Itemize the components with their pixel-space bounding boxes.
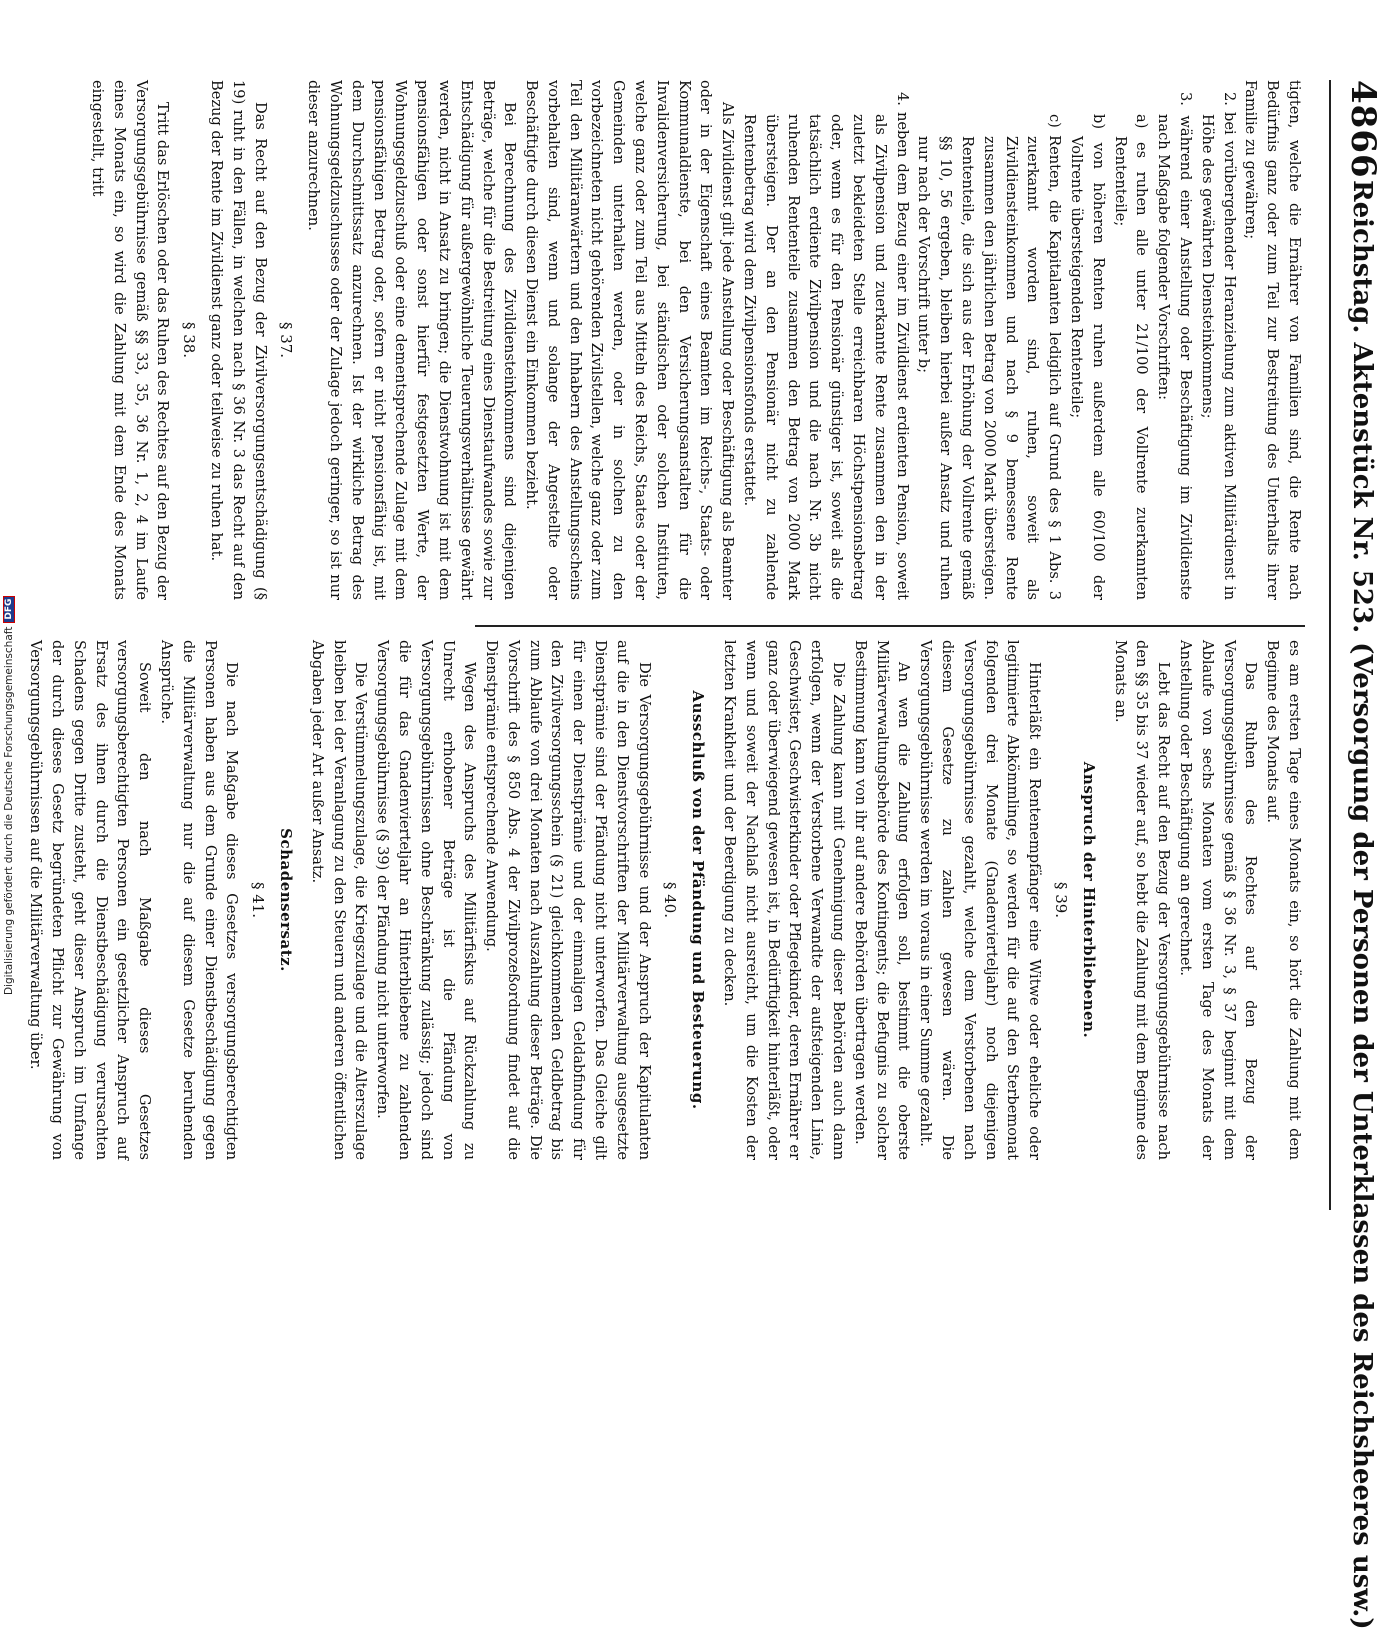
paragraph: Das Ruhen des Rechtes auf den Bezug der Versorgungsgebührnisse gemäß § 36 Nr. 3, § 37 beginnt mit dem Ablaufe von sechs Monaten vom ersten Tage des Monats der Anstellung oder Beschäftigung an gerechnet. xyxy=(1177,640,1260,1160)
sub-list-item: a) es ruhen alle unter 21/100 der Vollrente zuerkannten Rententeile; xyxy=(1111,114,1151,600)
paragraph: es am ersten Tage eines Monats ein, so hört die Zahlung mit dem Beginne des Monats auf. xyxy=(1264,640,1303,1160)
section-number: § 39. xyxy=(1052,881,1071,919)
paragraph: Die Zahlung kann mit Genehmigung dieser Behörden auch dann erfolgen, wenn der Verstorbene Verwandte der aufsteigenden Linie, Geschwister, Geschwisterkinder oder Pflegekinder, deren Ernährer er ganz oder überwiegend gewesen ist, in Bedürftigkeit hinterläßt, oder wenn und soweit der Nachlaß nicht ausreicht, um die Kosten der letzten Krankheit und der Beerdigung zu decken. xyxy=(721,640,848,1160)
paragraph: tigten, welche die Ernährer von Familien sind, die Rente nach Bedürfnis ganz oder zum Teil zur Bestreitung des Unterhalts ihrer Familie zu gewähren; xyxy=(1242,80,1303,600)
column-divider xyxy=(475,625,1305,627)
section-number: § 38. xyxy=(180,321,199,359)
header-rule xyxy=(1329,80,1331,1210)
section-number: § 41. xyxy=(249,881,268,919)
sidebar-text: Digitalisierung gefördert durch die Deutsche Forschungsgemeinschaft xyxy=(3,626,15,995)
paragraph: Die nach Maßgabe dieses Gesetzes versorgungsberechtigten Personen haben aus dem Grunde einer Dienstbeschädigung gegen die Militärverwaltung nur die auf diesem Gesetze beruhenden Ansprüche. xyxy=(157,640,241,1160)
section-heading: Schadensersatz. xyxy=(276,828,295,972)
section-heading: Ausschluß von der Pfändung und Besteuerung. xyxy=(689,690,708,1110)
section-number: § 40. xyxy=(661,881,680,919)
section-number: § 37. xyxy=(277,321,296,359)
list-item: 2. bei vorübergehender Heranziehung zum aktiven Militärdienst in Höhe des gewährten Diensteinkommens; xyxy=(1198,92,1238,600)
paragraph: Die Versorgungsgebührnisse und der Anspruch der Kapitulanten auf die in den Dienstvorschriften der Militärverwaltung ausgesetzte Dienstprämie sind der Pfändung nicht unterworfen. Das Gleiche gilt für einen der Dienstprämie und der einmaligen Geldabfindung für den Zivilversorgungsschein (§ 21) gleichkommenden Geldbetrag bis zum Ablaufe von drei Monaten nach Auszahlung dieser Beträge. Die Vorschrift des § 850 Abs. 4 der Zivilprozeßordnung findet auf die Dienstprämie entsprechende Anwendung. xyxy=(483,640,653,1160)
paragraph: Wegen des Anspruchs des Militärfiskus auf Rückzahlung zu Unrecht erhobener Beträge ist die Pfändung von Versorgungsgebührnissen ohne Beschränkung zulässig; jedoch sind die für das Gnadenvierteljahr an Hinterbliebene zu zahlenden Versorgungsgebührnisse (§ 39) der Pfändung nicht unterworfen. xyxy=(374,640,479,1160)
sidebar-credit xyxy=(2,35,16,995)
right-column xyxy=(27,640,1305,1160)
left-column xyxy=(88,80,1305,600)
section-heading: Anspruch der Hinterbliebenen. xyxy=(1079,761,1098,1039)
paragraph: Lebt das Recht auf den Bezug der Versorgungsgebührnisse nach den §§ 35 bis 37 wieder auf, so hebt die Zahlung mit dem Beginne des Monats an. xyxy=(1111,640,1173,1160)
running-title: Reichstag. Aktenstück Nr. 523. (Versorgung der Personen der Unterklassen des Reichsheeres usw.) xyxy=(1347,180,1377,1630)
sub-list-item: b) von höheren Renten ruhen außerdem alle 60/100 der Vollrente übersteigenden Rententeile; xyxy=(1068,114,1107,600)
paragraph: Als Zivildienst gilt jede Anstellung oder Beschäftigung als Beamter oder in der Eigenschaft eines Beamten im Reichs-, Staats- oder Kommunaldienste, bei den Versicherungsanstalten für die Invalidenversicherung, bei ständischen oder solchen Instituten, welche ganz oder zum Teil aus Mitteln des Reichs, Staates oder der Gemeinden unterhalten werden, oder in solchen zu den vorbezeichneten nicht gehörenden Zivilstellen, welche ganz oder zum Teil den Militäranwärtern und den Inhabern des Anstellungsscheins vorbehalten sind, wenn und solange der Angestellte oder Beschäftigte durch diesen Dienst ein Einkommen bezieht. xyxy=(523,80,737,600)
paragraph: Die Verstümmelungszulage, die Kriegszulage und die Alterszulage bleiben bei der Veranlagung zu den Steuern und anderen öffentlichen Abgaben jeder Art außer Ansatz. xyxy=(308,640,370,1160)
page-header xyxy=(1305,80,1383,1630)
dfg-logo: DFG xyxy=(3,596,15,623)
paragraph: Hinterläßt ein Rentenempfänger eine Witwe oder eheliche oder legitimierte Abkömmlinge, so werden für die auf den Sterbemonat folgenden drei Monate (Gnadenvierteljahr) noch diejenigen Versorgungsgebührnisse gezahlt, welche dem Verstorbenen nach diesem Gesetze zu zahlen gewesen wären. Die Versorgungsgebührnisse werden im voraus in einer Summe gezahlt. xyxy=(917,640,1044,1160)
list-item: 3. während einer Anstellung oder Beschäftigung im Zivildienste nach Maßgabe folgender Vorschriften: xyxy=(1155,92,1195,600)
paragraph: Das Recht auf den Bezug der Zivilversorgungsentschädigung (§ 19) ruht in den Fällen, in welchen nach § 36 Nr. 3 das Recht auf den Bezug der Rente im Zivildienst ganz oder teilweise zu ruhen hat. xyxy=(207,80,269,600)
page-number: 4866 xyxy=(1343,80,1383,179)
paragraph: Bei Berechnung des Zivildiensteinkommens sind diejenigen Beträge, welche für die Bestreitung eines Dienstaufwandes sowie zur Entschädigung für außergewöhnliche Teuerungsverhältnisse gewährt werden, nicht in Ansatz zu bringen; die Dienstwohnung ist mit dem pensionsfähigen oder sonst hierfür festgesetzten Werte, der Wohnungsgeldzuschuß oder eine dementsprechende Zulage mit dem pensionsfähigen Betrag oder, sofern er nicht pensionsfähig ist, mit dem Durchschnittssatz anzurechnen. Ist der wirkliche Betrag des Wohnungsgeldzuschusses oder der Zulage jedoch geringer, so ist nur dieser anzurechnen. xyxy=(305,80,519,600)
list-item: 4. neben dem Bezug einer im Zivildienst erdienten Pension, soweit als Zivilpension und zuerkannte Rente zusammen den in der zuletzt bekleideten Stelle erreichbaren Höchstpensionsbetrag oder, wenn es für den Pensionär günstiger ist, soweit als die tatsächlich erdiente Zivilpension und die nach Nr. 3b nicht ruhenden Rententeile zusammen den Betrag von 2000 Mark übersteigen. Der an den Pensionär nicht zu zahlende Rentenbetrag wird dem Zivilpensionsfonds erstattet. xyxy=(741,92,911,600)
paragraph: An wen die Zahlung erfolgen soll, bestimmt die oberste Militärverwaltungsbehörde des Kontingents; die Befugnis zu solcher Bestimmung kann von ihr auf andere Behörden übertragen werden. xyxy=(851,640,913,1160)
paragraph: Tritt das Erlöschen oder das Ruhen des Rechtes auf den Bezug der Versorgungsgebührnisse gemäß §§ 33, 35, 36 Nr. 1, 2, 4 im Laufe eines Monats ein, so wird die Zahlung mit dem Ende des Monats eingestellt, tritt xyxy=(88,80,172,600)
paragraph: Soweit den nach Maßgabe dieses Gesetzes versorgungsberechtigten Personen ein gesetzlicher Anspruch auf Ersatz des ihnen durch die Dienstbeschädigung verursachten Schadens gegen Dritte zusteht, geht dieser Anspruch im Umfange der durch dieses Gesetz begründeten Pflicht zur Gewährung von Versorgungsgebührnissen auf die Militärverwaltung über. xyxy=(27,640,154,1160)
sub-list-item: c) Renten, die Kapitalanten lediglich auf Grund des § 1 Abs. 3 zuerkannt worden sind, ruhen, soweit als Zivildiensteinkommen und nach § 9 bemessene Rente zusammen den jährlichen Betrag von 2000 Mark übersteigen. Rententeile, die sich aus der Erhöhung der Vollrente gemäß §§ 10, 56 ergeben, bleiben hierbei außer Ansatz und ruhen nur nach der Vorschrift unter b; xyxy=(915,114,1064,600)
